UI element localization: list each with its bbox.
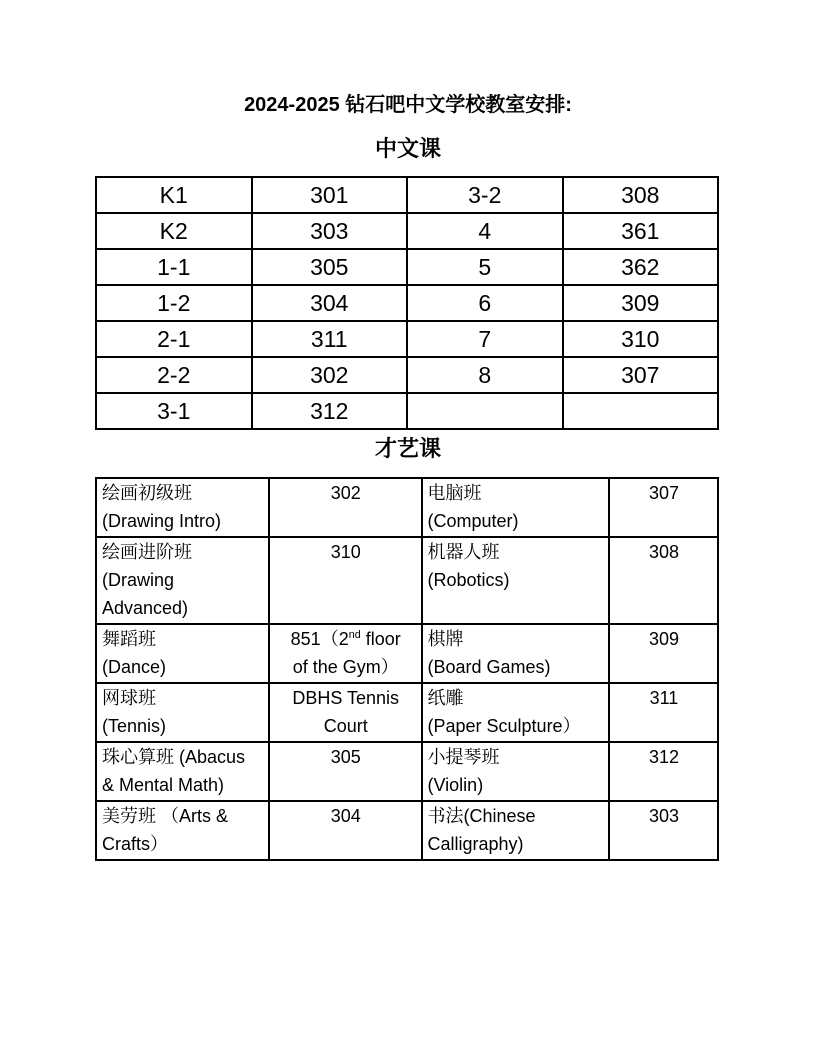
- table-cell: 1-2: [96, 285, 252, 321]
- table-cell: 8: [407, 357, 563, 393]
- table-cell: 308: [563, 177, 719, 213]
- table-row: [96, 177, 718, 213]
- table-cell: [269, 624, 422, 683]
- table-cell: [96, 537, 269, 624]
- cell-line: 美劳班 （Arts &: [102, 806, 229, 826]
- cell-line: 311: [649, 688, 679, 708]
- table-cell: 2-2: [96, 357, 252, 393]
- table-cell: 361: [563, 213, 719, 249]
- cell-line: 机器人班: [427, 542, 500, 562]
- page-title: 2024-2025 钻石吧中文学校教室安排:: [244, 94, 572, 116]
- cell-line: 305: [330, 747, 361, 767]
- table-cell: 2-1: [96, 321, 252, 357]
- table-cell: 7: [407, 321, 563, 357]
- cell-line: Calligraphy): [427, 834, 524, 854]
- cell-line: (Computer): [427, 511, 519, 531]
- cell-line: (Robotics): [427, 570, 510, 590]
- cell-line: 308: [648, 542, 679, 562]
- cell-line: 310: [330, 542, 361, 562]
- table-cell: 304: [252, 285, 408, 321]
- cell-line: DBHS Tennis: [292, 688, 400, 708]
- table-cell: [563, 393, 719, 429]
- cell-line: Advanced): [102, 598, 189, 618]
- section-heading-chinese-class: 中文课: [374, 136, 441, 161]
- cell-line: 312: [648, 747, 679, 767]
- table-cell: 5: [407, 249, 563, 285]
- cell-line: Court: [323, 716, 368, 736]
- table-cell: [609, 478, 718, 537]
- table-cell: 1-1: [96, 249, 252, 285]
- table-cell: [422, 537, 609, 624]
- cell-line: 309: [648, 629, 679, 649]
- table-cell: 312: [252, 393, 408, 429]
- table-cell: [407, 393, 563, 429]
- table-cell: 309: [563, 285, 719, 321]
- table-cell: [609, 624, 718, 683]
- table-cell: [269, 537, 422, 624]
- cell-line: (Violin): [427, 775, 484, 795]
- table-row: [96, 213, 718, 249]
- cell-line: (Paper Sculpture）: [427, 716, 581, 736]
- cell-line: 304: [330, 806, 361, 826]
- table-cell: 310: [563, 321, 719, 357]
- cell-line: 舞蹈班: [102, 629, 156, 649]
- table-row: [96, 742, 718, 801]
- cell-line: 书法(Chinese: [427, 806, 536, 826]
- table-row: [96, 285, 718, 321]
- table-cell: [422, 742, 609, 801]
- table-row: [96, 478, 718, 537]
- table-cell: [269, 478, 422, 537]
- table-row: [96, 537, 718, 624]
- table-cell: [609, 537, 718, 624]
- table-cell: [422, 478, 609, 537]
- section-heading-talent-class: 才艺课: [374, 436, 441, 461]
- table-cell: 6: [407, 285, 563, 321]
- cell-line: (Drawing Intro): [102, 511, 222, 531]
- table-row: [96, 801, 718, 860]
- table-cell: 3-2: [407, 177, 563, 213]
- table-cell: [96, 801, 269, 860]
- table-cell: 3-1: [96, 393, 252, 429]
- cell-line: 网球班: [102, 688, 156, 708]
- cell-line: 302: [330, 483, 361, 503]
- superscript-text: nd: [348, 629, 361, 641]
- table-row: [96, 683, 718, 742]
- cell-line: 绘画初级班: [102, 483, 192, 503]
- table-cell: [609, 742, 718, 801]
- table-cell: 362: [563, 249, 719, 285]
- table-cell: [609, 683, 718, 742]
- cell-line: 303: [648, 806, 679, 826]
- cell-line: 珠心算班 (Abacus: [102, 747, 246, 767]
- cell-line: 棋牌: [427, 629, 464, 649]
- table-cell: K2: [96, 213, 252, 249]
- talent-class-table-body: [96, 478, 718, 860]
- chinese-class-table: [95, 176, 719, 430]
- table-cell: [422, 683, 609, 742]
- cell-line: (Dance): [102, 657, 167, 677]
- cell-line: 851（2nd floor: [290, 629, 401, 649]
- table-row: [96, 249, 718, 285]
- table-cell: [269, 801, 422, 860]
- table-cell: [422, 624, 609, 683]
- chinese-class-table-body: [96, 177, 718, 429]
- cell-line: 电脑班: [427, 483, 482, 503]
- cell-line: & Mental Math): [102, 775, 225, 795]
- cell-line: 307: [648, 483, 679, 503]
- table-cell: 4: [407, 213, 563, 249]
- table-cell: [269, 742, 422, 801]
- table-row: [96, 321, 718, 357]
- table-row: [96, 624, 718, 683]
- table-cell: [96, 742, 269, 801]
- table-cell: 301: [252, 177, 408, 213]
- cell-line: (Drawing: [102, 570, 175, 590]
- table-row: [96, 357, 718, 393]
- table-cell: 302: [252, 357, 408, 393]
- table-cell: 303: [252, 213, 408, 249]
- cell-line: 纸雕: [427, 688, 464, 708]
- table-cell: [96, 683, 269, 742]
- cell-line: 小提琴班: [427, 747, 500, 767]
- table-row: [96, 393, 718, 429]
- table-cell: 305: [252, 249, 408, 285]
- table-cell: K1: [96, 177, 252, 213]
- cell-line: (Board Games): [427, 657, 551, 677]
- table-cell: [422, 801, 609, 860]
- table-cell: 307: [563, 357, 719, 393]
- cell-line: of the Gym）: [292, 657, 399, 677]
- table-cell: [609, 801, 718, 860]
- table-cell: [269, 683, 422, 742]
- talent-class-table: [95, 477, 719, 861]
- cell-line: (Tennis): [102, 716, 167, 736]
- cell-line: Crafts）: [102, 834, 169, 854]
- table-cell: [96, 624, 269, 683]
- cell-line: 绘画进阶班: [102, 542, 192, 562]
- table-cell: [96, 478, 269, 537]
- table-cell: 311: [252, 321, 408, 357]
